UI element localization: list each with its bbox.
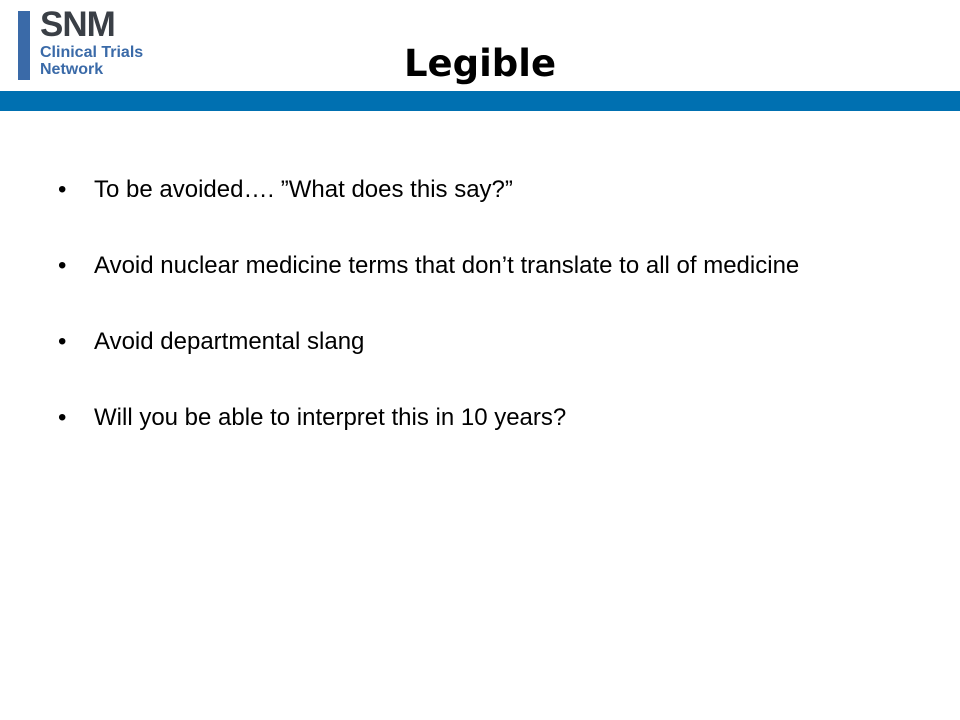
bullet-item: [58, 251, 918, 281]
bullet-item: [58, 175, 918, 205]
bullet-dot: •: [58, 176, 67, 203]
bullet-text: Will you be able to interpret this in 10 years?: [94, 404, 567, 431]
bullet-item: [58, 403, 918, 433]
bullet-list: [58, 175, 918, 433]
bullet-dot: •: [58, 328, 67, 355]
bullet-text: To be avoided…. ”What does this say?”: [94, 176, 513, 203]
bullet-text: Avoid departmental slang: [94, 328, 365, 355]
title-divider-bar: [0, 91, 960, 111]
bullet-dot: •: [58, 252, 67, 279]
bullet-dot: •: [58, 404, 67, 431]
slide-title: Legible: [403, 42, 557, 85]
bullet-text: Avoid nuclear medicine terms that don’t translate to all of medicine: [94, 252, 800, 279]
bullet-item: [58, 327, 918, 357]
logo-line-2: Network: [40, 61, 104, 78]
logo-line-1: Clinical Trials: [40, 44, 144, 61]
logo-mark: SNM: [40, 5, 115, 44]
